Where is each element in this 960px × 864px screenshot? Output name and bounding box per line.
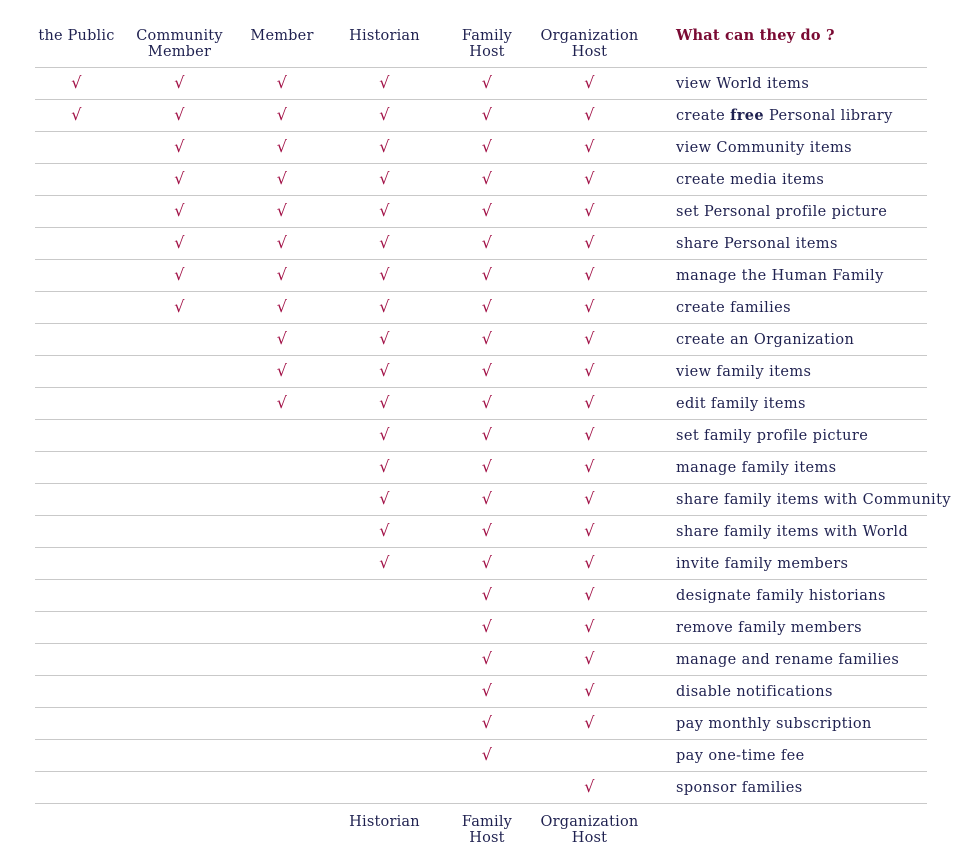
cell-member bbox=[241, 235, 323, 252]
cell-organization-host bbox=[528, 555, 651, 572]
checkmark-icon: √ bbox=[379, 233, 390, 252]
checkmark-icon: √ bbox=[481, 489, 493, 508]
cell-historian bbox=[323, 395, 446, 412]
cell-member bbox=[241, 395, 323, 412]
table-row bbox=[35, 612, 927, 644]
column-header-member bbox=[241, 28, 323, 44]
table-row bbox=[35, 388, 927, 420]
cell-family-host bbox=[446, 299, 528, 316]
capability-label: share Personal items bbox=[676, 235, 838, 252]
checkmark-icon: √ bbox=[481, 169, 493, 188]
checkmark-icon: √ bbox=[584, 169, 595, 188]
checkmark-icon: √ bbox=[584, 713, 595, 732]
cell-historian bbox=[323, 331, 446, 348]
cell-member bbox=[241, 331, 323, 348]
checkmark-icon: √ bbox=[481, 553, 493, 572]
capability-label: designate family historians bbox=[676, 587, 886, 604]
checkmark-icon: √ bbox=[379, 329, 390, 348]
column-footer-label-line: Historian bbox=[349, 814, 420, 830]
cell-family-host bbox=[446, 715, 528, 732]
checkmark-icon: √ bbox=[379, 553, 390, 572]
checkmark-icon: √ bbox=[174, 233, 185, 252]
capability-label-emphasis: free bbox=[730, 107, 765, 124]
column-header-family-host bbox=[446, 28, 528, 60]
checkmark-icon: √ bbox=[481, 73, 493, 92]
checkmark-icon: √ bbox=[481, 329, 493, 348]
cell-family-host bbox=[446, 747, 528, 764]
column-header-label-line: Community bbox=[136, 28, 223, 44]
checkmark-icon: √ bbox=[379, 393, 390, 412]
checkmark-icon: √ bbox=[276, 105, 288, 124]
capability-label: create media items bbox=[676, 171, 825, 188]
checkmark-icon: √ bbox=[481, 649, 493, 668]
checkmark-icon: √ bbox=[379, 137, 390, 156]
table-row bbox=[35, 228, 927, 260]
table-row bbox=[35, 324, 927, 356]
table-row bbox=[35, 100, 927, 132]
cell-historian bbox=[323, 299, 446, 316]
checkmark-icon: √ bbox=[584, 73, 595, 92]
cell-community-member bbox=[118, 299, 241, 316]
cell-organization-host bbox=[528, 459, 651, 476]
checkmark-icon: √ bbox=[584, 233, 595, 252]
cell-family-host bbox=[446, 523, 528, 540]
checkmark-icon: √ bbox=[379, 201, 390, 220]
checkmark-icon: √ bbox=[481, 137, 493, 156]
cell-organization-host bbox=[528, 523, 651, 540]
checkmark-icon: √ bbox=[174, 137, 185, 156]
checkmark-icon: √ bbox=[584, 425, 595, 444]
checkmark-icon: √ bbox=[584, 649, 595, 668]
checkmark-icon: √ bbox=[379, 521, 390, 540]
cell-organization-host bbox=[528, 331, 651, 348]
checkmark-icon: √ bbox=[481, 521, 493, 540]
cell-organization-host bbox=[528, 651, 651, 668]
checkmark-icon: √ bbox=[379, 489, 390, 508]
checkmark-icon: √ bbox=[174, 73, 185, 92]
checkmark-icon: √ bbox=[276, 73, 288, 92]
cell-historian bbox=[323, 171, 446, 188]
capability-label-part: Personal library bbox=[764, 108, 893, 124]
checkmark-icon: √ bbox=[481, 393, 493, 412]
cell-family-host bbox=[446, 171, 528, 188]
checkmark-icon: √ bbox=[584, 201, 595, 220]
checkmark-icon: √ bbox=[174, 297, 185, 316]
column-footer-label-line: Family bbox=[461, 814, 513, 830]
column-footer-label-line: Host bbox=[571, 830, 608, 846]
cell-historian bbox=[323, 555, 446, 572]
table-row bbox=[35, 548, 927, 580]
cell-family-host bbox=[446, 619, 528, 636]
capability-label: invite family members bbox=[676, 555, 849, 572]
cell-family-host bbox=[446, 203, 528, 220]
checkmark-icon: √ bbox=[584, 265, 595, 284]
cell-public bbox=[35, 75, 118, 92]
column-footer-organization-host bbox=[528, 814, 651, 846]
capability-label: edit family items bbox=[676, 395, 806, 412]
cell-historian bbox=[323, 139, 446, 156]
cell-family-host bbox=[446, 267, 528, 284]
table-row bbox=[35, 196, 927, 228]
cell-organization-host bbox=[528, 235, 651, 252]
checkmark-icon: √ bbox=[276, 201, 288, 220]
checkmark-icon: √ bbox=[379, 425, 390, 444]
checkmark-icon: √ bbox=[481, 361, 493, 380]
checkmark-icon: √ bbox=[481, 105, 493, 124]
capability-label: sponsor families bbox=[676, 779, 803, 796]
table-row bbox=[35, 516, 927, 548]
checkmark-icon: √ bbox=[584, 297, 595, 316]
cell-family-host bbox=[446, 235, 528, 252]
column-footer-historian bbox=[323, 814, 446, 830]
checkmark-icon: √ bbox=[174, 201, 185, 220]
checkmark-icon: √ bbox=[584, 617, 595, 636]
permissions-table bbox=[35, 0, 951, 858]
column-header-label-line: the Public bbox=[38, 28, 115, 44]
column-header-label-line: Historian bbox=[349, 28, 420, 44]
capability-label: create an Organization bbox=[676, 331, 855, 348]
cell-family-host bbox=[446, 587, 528, 604]
checkmark-icon: √ bbox=[276, 233, 288, 252]
checkmark-icon: √ bbox=[276, 265, 288, 284]
checkmark-icon: √ bbox=[481, 681, 493, 700]
checkmark-icon: √ bbox=[584, 521, 595, 540]
checkmark-icon: √ bbox=[481, 233, 493, 252]
checkmark-icon: √ bbox=[174, 169, 185, 188]
cell-community-member bbox=[118, 75, 241, 92]
checkmark-icon: √ bbox=[276, 297, 288, 316]
table-row bbox=[35, 708, 927, 740]
column-header-public bbox=[35, 28, 118, 44]
checkmark-icon: √ bbox=[584, 137, 595, 156]
checkmark-icon: √ bbox=[481, 425, 493, 444]
cell-member bbox=[241, 139, 323, 156]
cell-member bbox=[241, 203, 323, 220]
cell-historian bbox=[323, 75, 446, 92]
checkmark-icon: √ bbox=[584, 681, 595, 700]
cell-family-host bbox=[446, 107, 528, 124]
cell-community-member bbox=[118, 139, 241, 156]
column-header-label-line: Member bbox=[147, 44, 212, 60]
cell-organization-host bbox=[528, 587, 651, 604]
cell-community-member bbox=[118, 235, 241, 252]
cell-organization-host bbox=[528, 491, 651, 508]
cell-historian bbox=[323, 203, 446, 220]
table-row bbox=[35, 452, 927, 484]
cell-community-member bbox=[118, 171, 241, 188]
checkmark-icon: √ bbox=[276, 329, 288, 348]
column-header-organization-host bbox=[528, 28, 651, 60]
cell-public bbox=[35, 107, 118, 124]
capability-label: disable notifications bbox=[676, 683, 833, 700]
column-header-label-line: Host bbox=[469, 44, 505, 60]
table-row bbox=[35, 356, 927, 388]
capability-label: set family profile picture bbox=[676, 427, 869, 444]
checkmark-icon: √ bbox=[71, 105, 82, 124]
checkmark-icon: √ bbox=[584, 585, 595, 604]
checkmark-icon: √ bbox=[584, 105, 595, 124]
cell-organization-host bbox=[528, 203, 651, 220]
checkmark-icon: √ bbox=[174, 265, 185, 284]
capability-label-part: create bbox=[676, 108, 731, 124]
cell-family-host bbox=[446, 75, 528, 92]
cell-organization-host bbox=[528, 267, 651, 284]
table-row bbox=[35, 772, 927, 804]
cell-organization-host bbox=[528, 107, 651, 124]
cell-historian bbox=[323, 459, 446, 476]
checkmark-icon: √ bbox=[379, 73, 390, 92]
table-row bbox=[35, 260, 927, 292]
capability-label bbox=[651, 107, 927, 124]
cell-family-host bbox=[446, 139, 528, 156]
cell-organization-host bbox=[528, 619, 651, 636]
cell-member bbox=[241, 75, 323, 92]
table-row bbox=[35, 484, 951, 516]
cell-historian bbox=[323, 267, 446, 284]
capability-label: manage family items bbox=[676, 459, 837, 476]
capability-label: view family items bbox=[676, 363, 812, 380]
cell-member bbox=[241, 299, 323, 316]
table-header bbox=[35, 0, 927, 68]
table-row bbox=[35, 580, 927, 612]
capability-label: share family items with World bbox=[676, 523, 909, 540]
cell-historian bbox=[323, 363, 446, 380]
checkmark-icon: √ bbox=[379, 105, 390, 124]
checkmark-icon: √ bbox=[584, 777, 595, 796]
cell-historian bbox=[323, 523, 446, 540]
cell-organization-host bbox=[528, 363, 651, 380]
cell-family-host bbox=[446, 683, 528, 700]
cell-family-host bbox=[446, 651, 528, 668]
cell-organization-host bbox=[528, 715, 651, 732]
table-footer bbox=[35, 804, 927, 858]
capability-label: set Personal profile picture bbox=[676, 203, 888, 220]
checkmark-icon: √ bbox=[481, 457, 493, 476]
cell-historian bbox=[323, 235, 446, 252]
cell-family-host bbox=[446, 331, 528, 348]
table-row bbox=[35, 644, 927, 676]
cell-organization-host bbox=[528, 171, 651, 188]
checkmark-icon: √ bbox=[71, 73, 82, 92]
checkmark-icon: √ bbox=[481, 713, 493, 732]
cell-family-host bbox=[446, 555, 528, 572]
capability-label: pay monthly subscription bbox=[676, 715, 872, 732]
checkmark-icon: √ bbox=[584, 329, 595, 348]
checkmark-icon: √ bbox=[379, 265, 390, 284]
cell-organization-host bbox=[528, 139, 651, 156]
capability-label: create families bbox=[676, 299, 791, 316]
table-row bbox=[35, 164, 927, 196]
cell-family-host bbox=[446, 491, 528, 508]
table-row bbox=[35, 292, 927, 324]
checkmark-icon: √ bbox=[174, 105, 185, 124]
column-footer-family-host bbox=[446, 814, 528, 846]
cell-historian bbox=[323, 491, 446, 508]
checkmark-icon: √ bbox=[584, 457, 595, 476]
capability-label: view Community items bbox=[676, 139, 852, 156]
checkmark-icon: √ bbox=[481, 297, 493, 316]
capability-label: share family items with Community bbox=[676, 491, 951, 508]
column-footer-label-line: Organization bbox=[540, 814, 639, 830]
column-header-community-member bbox=[118, 28, 241, 60]
table-row bbox=[35, 68, 927, 100]
capability-label: pay one-time fee bbox=[676, 747, 805, 764]
checkmark-icon: √ bbox=[481, 585, 493, 604]
cell-family-host bbox=[446, 395, 528, 412]
cell-community-member bbox=[118, 203, 241, 220]
checkmark-icon: √ bbox=[481, 617, 493, 636]
cell-family-host bbox=[446, 459, 528, 476]
checkmark-icon: √ bbox=[379, 297, 390, 316]
cell-member bbox=[241, 363, 323, 380]
capability-label: manage and rename families bbox=[676, 651, 900, 668]
cell-member bbox=[241, 267, 323, 284]
cell-organization-host bbox=[528, 395, 651, 412]
checkmark-icon: √ bbox=[276, 169, 288, 188]
column-footer-label-line: Host bbox=[469, 830, 505, 846]
cell-community-member bbox=[118, 107, 241, 124]
column-header-label-line: Organization bbox=[540, 28, 639, 44]
checkmark-icon: √ bbox=[276, 137, 288, 156]
table-row bbox=[35, 740, 927, 772]
column-header-label-line: Host bbox=[571, 44, 608, 60]
column-header-label-line: Family bbox=[461, 28, 513, 44]
cell-organization-host bbox=[528, 779, 651, 796]
checkmark-icon: √ bbox=[379, 457, 390, 476]
capability-label: remove family members bbox=[676, 619, 862, 636]
checkmark-icon: √ bbox=[379, 169, 390, 188]
checkmark-icon: √ bbox=[379, 361, 390, 380]
table-row bbox=[35, 132, 927, 164]
checkmark-icon: √ bbox=[276, 361, 288, 380]
cell-organization-host bbox=[528, 299, 651, 316]
cell-community-member bbox=[118, 267, 241, 284]
cell-historian bbox=[323, 107, 446, 124]
column-header-historian bbox=[323, 28, 446, 44]
table-row bbox=[35, 420, 927, 452]
checkmark-icon: √ bbox=[481, 265, 493, 284]
cell-member bbox=[241, 107, 323, 124]
capability-label: manage the Human Family bbox=[676, 267, 884, 284]
checkmark-icon: √ bbox=[481, 201, 493, 220]
checkmark-icon: √ bbox=[584, 393, 595, 412]
checkmark-icon: √ bbox=[584, 553, 595, 572]
table-row bbox=[35, 676, 927, 708]
checkmark-icon: √ bbox=[276, 393, 288, 412]
cell-family-host bbox=[446, 427, 528, 444]
checkmark-icon: √ bbox=[584, 361, 595, 380]
cell-organization-host bbox=[528, 683, 651, 700]
cell-family-host bbox=[446, 363, 528, 380]
cell-organization-host bbox=[528, 75, 651, 92]
cell-historian bbox=[323, 427, 446, 444]
column-header-capabilities: What can they do ? bbox=[676, 27, 835, 44]
column-header-label-line: Member bbox=[250, 28, 314, 44]
checkmark-icon: √ bbox=[481, 745, 493, 764]
cell-organization-host bbox=[528, 427, 651, 444]
table-body bbox=[35, 68, 951, 804]
capability-label: view World items bbox=[676, 75, 810, 92]
checkmark-icon: √ bbox=[584, 489, 595, 508]
cell-member bbox=[241, 171, 323, 188]
